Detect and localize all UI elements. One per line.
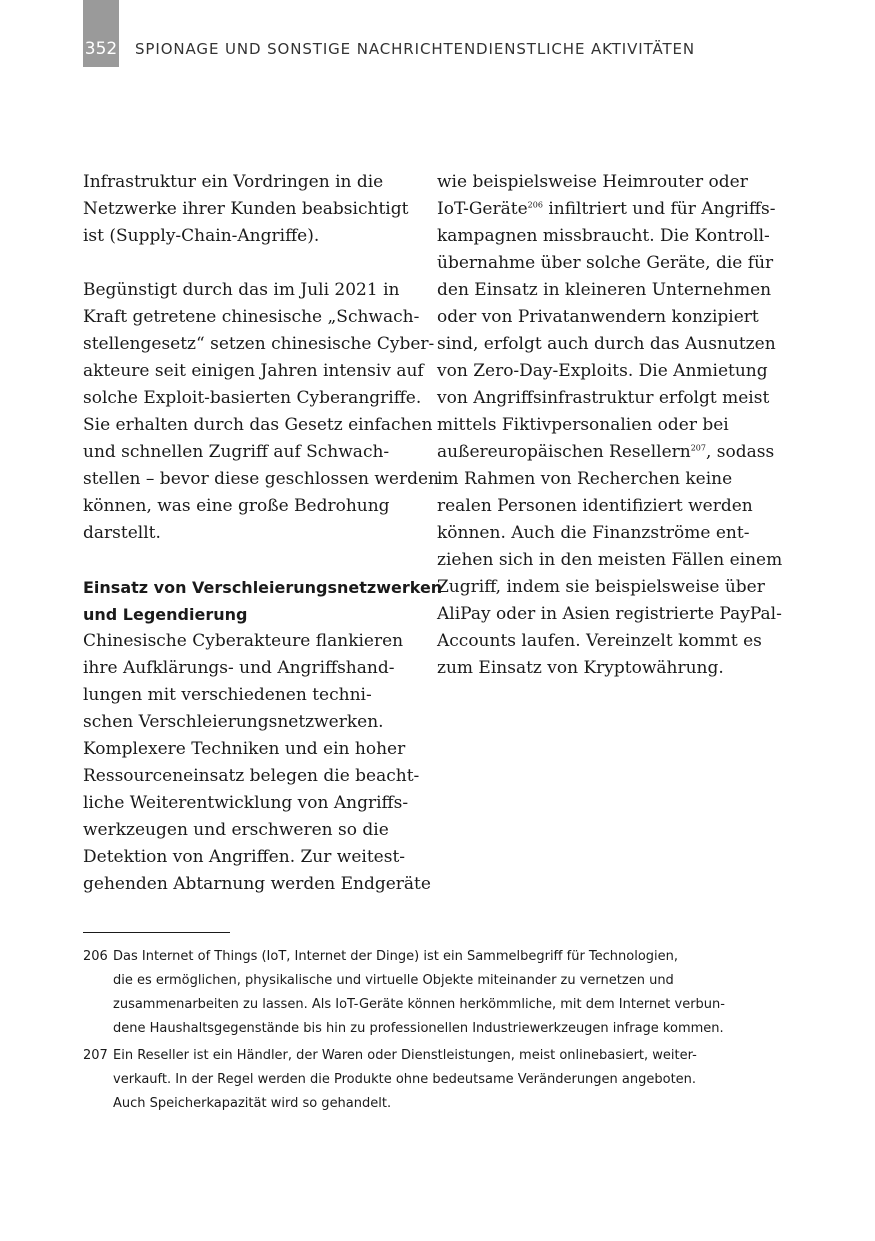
text-line: ist (Supply-Chain-Angriffe). [83, 226, 320, 246]
paragraph-supply-chain [83, 169, 413, 250]
text-line: Infrastruktur ein Vordringen in die [83, 172, 384, 192]
text-line: ziehen sich in den meisten Fällen einem [437, 550, 783, 570]
heading-line: Einsatz von Verschleierungsnetzwerken [83, 578, 443, 597]
text-line: übernahme über solche Geräte, die für [437, 253, 774, 273]
footnote-line: verkauft. In der Regel werden die Produkte ohne bedeutsame Veränderungen angeboten. [113, 1072, 697, 1087]
footnote-line: dene Haushaltsgegenstände bis hin zu professionellen Industriewerkzeugen infrage kommen. [113, 1021, 724, 1036]
text-line: mittels Fiktivpersonalien oder bei [437, 415, 729, 435]
text-line: können, was eine große Bedrohung [83, 496, 390, 516]
text-line: oder von Privatanwendern konzipiert [437, 307, 759, 327]
text-line: schen Verschleierungsnetzwerken. [83, 712, 384, 732]
text-line: und schnellen Zugriff auf Schwach- [83, 442, 390, 462]
paragraph-vulnerability-law [83, 277, 439, 547]
footnote-line: Das Internet of Things (IoT, Internet der Dinge) ist ein Sammelbegriff für Technologien, [113, 949, 679, 964]
text-line: AliPay oder in Asien registrierte PayPal- [437, 604, 782, 624]
text-line: liche Weiterentwicklung von Angriffs- [83, 793, 409, 813]
footnote-207 [83, 1044, 763, 1116]
footnote-reference-207[interactable]: 207 [690, 443, 706, 453]
section-heading [83, 574, 443, 628]
text-line: gehenden Abtarnung werden Endgeräte [83, 874, 431, 894]
text-line: Detektion von Angriffen. Zur weitest- [83, 847, 406, 867]
page-number-tab [83, 0, 119, 67]
right-column [437, 169, 783, 682]
text-line: akteure seit einigen Jahren intensiv auf [83, 361, 424, 381]
text-line [437, 196, 776, 223]
page-number: 352 [84, 39, 118, 59]
footnote-206 [83, 945, 763, 1041]
text-line: sind, erfolgt auch durch das Ausnutzen [437, 334, 776, 354]
text-line: lungen mit verschiedenen techni- [83, 685, 372, 705]
text-line: Accounts laufen. Vereinzelt kommt es [437, 631, 762, 651]
text-line: wie beispielsweise Heimrouter oder [437, 172, 748, 192]
heading-line: und Legendierung [83, 605, 248, 624]
text-line: von Angriffsinfrastruktur erfolgt meist [437, 388, 770, 408]
footnotes [83, 945, 763, 1119]
text-line: Zugriff, indem sie beispielsweise über [437, 577, 765, 597]
text-line: zum Einsatz von Kryptowährung. [437, 658, 724, 678]
text-line: stellen – bevor diese geschlossen werden [83, 469, 439, 489]
text-line: kampagnen missbraucht. Die Kontroll- [437, 226, 770, 246]
text-line: den Einsatz in kleineren Unternehmen [437, 280, 772, 300]
text-line: darstellt. [83, 523, 161, 543]
left-column [83, 169, 443, 898]
text-segment: , sodass [706, 442, 775, 462]
text-line: ihre Aufklärungs- und Angriffshand- [83, 658, 395, 678]
text-line: stellengesetz“ setzen chinesische Cyber- [83, 334, 435, 354]
text-line: können. Auch die Finanzströme ent- [437, 523, 750, 543]
text-line [437, 439, 775, 466]
footnote-separator [83, 932, 230, 933]
text-line: Chinesische Cyberakteure flankieren [83, 631, 404, 651]
footnote-line: Auch Speicherkapazität wird so gehandelt. [113, 1096, 392, 1111]
footnote-number: 206 [83, 949, 108, 964]
text-line: Komplexere Techniken und ein hoher [83, 739, 406, 759]
footnote-reference-206[interactable]: 206 [527, 200, 543, 210]
text-line: von Zero-Day-Exploits. Die Anmietung [437, 361, 768, 381]
footnote-line: Ein Reseller ist ein Händler, der Waren oder Dienstleistungen, meist onlinebasiert, weiter- [113, 1048, 697, 1063]
text-line: im Rahmen von Recherchen keine [437, 469, 733, 489]
text-segment: IoT-Geräte [437, 199, 528, 219]
text-line: realen Personen identifiziert werden [437, 496, 753, 516]
footnote-line: zusammenarbeiten zu lassen. Als IoT-Geräte können herkömmliche, mit dem Internet verbun- [113, 997, 725, 1012]
text-line: Sie erhalten durch das Gesetz einfachen [83, 415, 433, 435]
text-line: werkzeugen und erschweren so die [83, 820, 389, 840]
footnote-line: die es ermöglichen, physikalische und virtuelle Objekte miteinander zu vernetzen und [113, 973, 674, 988]
text-line: Ressourceneinsatz belegen die beacht- [83, 766, 420, 786]
text-line: Begünstigt durch das im Juli 2021 in [83, 280, 400, 300]
footnote-number: 207 [83, 1048, 108, 1063]
text-segment: infiltriert und für Angriffs- [542, 199, 776, 219]
text-line: Netzwerke ihrer Kunden beabsichtigt [83, 199, 409, 219]
paragraph-obfuscation-networks [83, 628, 431, 898]
running-title: SPIONAGE UND SONSTIGE NACHRICHTENDIENSTLICHE AKTIVITÄTEN [135, 40, 696, 58]
text-segment: außereuropäischen Resellern [437, 442, 691, 462]
text-line: Kraft getretene chinesische „Schwach- [83, 307, 420, 327]
text-line: solche Exploit-basierten Cyberangriffe. [83, 388, 422, 408]
